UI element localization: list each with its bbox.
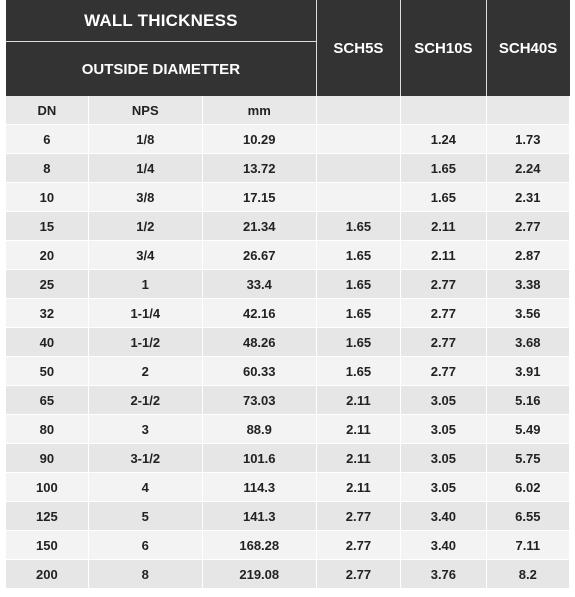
cell-sch40s: 7.11	[486, 531, 569, 560]
table-row	[6, 357, 570, 386]
cell-nps: 4	[88, 473, 202, 502]
cell-sch5s: 1.65	[316, 357, 400, 386]
cell-nps: 3-1/2	[88, 444, 202, 473]
cell-mm: 33.4	[202, 270, 316, 299]
cell-sch40s: 3.56	[486, 299, 569, 328]
cell-sch10s: 2.77	[401, 328, 486, 357]
cell-dn: 25	[6, 270, 88, 299]
cell-sch40s: 6.55	[486, 502, 569, 531]
table-row	[6, 241, 570, 270]
cell-mm: 168.28	[202, 531, 316, 560]
table-subtitle: OUTSIDE DIAMETTER	[81, 60, 241, 78]
cell-sch10s: 2.11	[401, 212, 486, 241]
cell-mm: 60.33	[202, 357, 316, 386]
table-row	[6, 502, 570, 531]
cell-dn: 50	[6, 357, 88, 386]
cell-sch40s: 1.73	[486, 125, 569, 154]
cell-sch40s: 6.02	[486, 473, 569, 502]
cell-sch5s: 2.11	[316, 473, 400, 502]
table-row	[6, 444, 570, 473]
cell-sch10s: 3.05	[401, 444, 486, 473]
cell-sch10s: 1.24	[401, 125, 486, 154]
cell-mm: 73.03	[202, 386, 316, 415]
cell-nps: 1	[88, 270, 202, 299]
cell-nps: 8	[88, 560, 202, 589]
cell-sch5s: 1.65	[316, 299, 400, 328]
cell-sch10s: 3.76	[401, 560, 486, 589]
cell-dn: 6	[6, 125, 88, 154]
cell-nps: 1-1/2	[88, 328, 202, 357]
cell-sch40s: 5.49	[486, 415, 569, 444]
cell-sch5s: 1.65	[316, 212, 400, 241]
cell-sch5s: 2.77	[316, 531, 400, 560]
cell-sch5s: 2.11	[316, 415, 400, 444]
cell-nps: 3/4	[88, 241, 202, 270]
cell-mm: 21.34	[202, 212, 316, 241]
cell-nps: 5	[88, 502, 202, 531]
cell-sch40s: 3.68	[486, 328, 569, 357]
cell-sch40s: 2.31	[486, 183, 569, 212]
cell-sch5s: 1.65	[316, 270, 400, 299]
cell-mm: 48.26	[202, 328, 316, 357]
cell-dn: 80	[6, 415, 88, 444]
cell-sch10s: 2.77	[401, 270, 486, 299]
cell-sch10s: 3.40	[401, 502, 486, 531]
cell-mm: 17.15	[202, 183, 316, 212]
cell-nps: 1/4	[88, 154, 202, 183]
col-header-sch10s: SCH10S	[401, 0, 486, 96]
cell-sch40s: 2.24	[486, 154, 569, 183]
cell-mm: 10.29	[202, 125, 316, 154]
col-header-mm: mm	[202, 96, 316, 125]
table-row	[6, 299, 570, 328]
col-header-blank	[316, 96, 400, 125]
cell-sch5s	[316, 154, 400, 183]
table-row	[6, 183, 570, 212]
cell-mm: 219.08	[202, 560, 316, 589]
cell-dn: 150	[6, 531, 88, 560]
cell-mm: 101.6	[202, 444, 316, 473]
table-row	[6, 270, 570, 299]
table-row	[6, 560, 570, 589]
cell-sch5s	[316, 125, 400, 154]
cell-dn: 10	[6, 183, 88, 212]
cell-sch10s: 1.65	[401, 183, 486, 212]
cell-sch5s: 1.65	[316, 241, 400, 270]
cell-sch40s: 3.91	[486, 357, 569, 386]
cell-dn: 200	[6, 560, 88, 589]
table-row	[6, 415, 570, 444]
cell-sch10s: 2.77	[401, 357, 486, 386]
table-row	[6, 386, 570, 415]
wall-thickness-table	[6, 0, 570, 589]
cell-dn: 15	[6, 212, 88, 241]
cell-nps: 6	[88, 531, 202, 560]
cell-dn: 8	[6, 154, 88, 183]
cell-dn: 65	[6, 386, 88, 415]
col-header-dn: DN	[6, 96, 88, 125]
cell-dn: 90	[6, 444, 88, 473]
cell-sch10s: 3.05	[401, 415, 486, 444]
col-header-sch40s: SCH40S	[486, 0, 569, 96]
col-header-blank	[401, 96, 486, 125]
cell-sch5s	[316, 183, 400, 212]
table-row	[6, 125, 570, 154]
cell-dn: 32	[6, 299, 88, 328]
cell-sch40s: 8.2	[486, 560, 569, 589]
cell-nps: 3/8	[88, 183, 202, 212]
cell-sch40s: 2.87	[486, 241, 569, 270]
cell-sch5s: 1.65	[316, 328, 400, 357]
cell-dn: 40	[6, 328, 88, 357]
cell-sch10s: 2.11	[401, 241, 486, 270]
table-title: WALL THICKNESS	[6, 0, 316, 42]
cell-sch10s: 3.05	[401, 386, 486, 415]
cell-sch40s: 5.16	[486, 386, 569, 415]
col-header-sch5s: SCH5S	[316, 0, 400, 96]
col-header-blank	[486, 96, 569, 125]
cell-mm: 42.16	[202, 299, 316, 328]
cell-nps: 1/8	[88, 125, 202, 154]
cell-dn: 20	[6, 241, 88, 270]
cell-dn: 125	[6, 502, 88, 531]
cell-nps: 2	[88, 357, 202, 386]
col-header-nps: NPS	[88, 96, 202, 125]
cell-sch40s: 5.75	[486, 444, 569, 473]
cell-nps: 1/2	[88, 212, 202, 241]
table-row	[6, 328, 570, 357]
cell-sch5s: 2.11	[316, 386, 400, 415]
cell-sch40s: 2.77	[486, 212, 569, 241]
cell-mm: 114.3	[202, 473, 316, 502]
cell-mm: 88.9	[202, 415, 316, 444]
cell-sch10s: 3.05	[401, 473, 486, 502]
cell-sch40s: 3.38	[486, 270, 569, 299]
table-row	[6, 531, 570, 560]
cell-nps: 3	[88, 415, 202, 444]
table-body	[6, 125, 570, 589]
cell-sch5s: 2.77	[316, 560, 400, 589]
cell-mm: 141.3	[202, 502, 316, 531]
table-row	[6, 154, 570, 183]
cell-mm: 13.72	[202, 154, 316, 183]
cell-nps: 2-1/2	[88, 386, 202, 415]
cell-sch5s: 2.11	[316, 444, 400, 473]
cell-sch10s: 2.77	[401, 299, 486, 328]
cell-sch10s: 3.40	[401, 531, 486, 560]
cell-sch5s: 2.77	[316, 502, 400, 531]
table-row	[6, 473, 570, 502]
table-row	[6, 212, 570, 241]
cell-nps: 1-1/4	[88, 299, 202, 328]
cell-dn: 100	[6, 473, 88, 502]
cell-sch10s: 1.65	[401, 154, 486, 183]
cell-mm: 26.67	[202, 241, 316, 270]
